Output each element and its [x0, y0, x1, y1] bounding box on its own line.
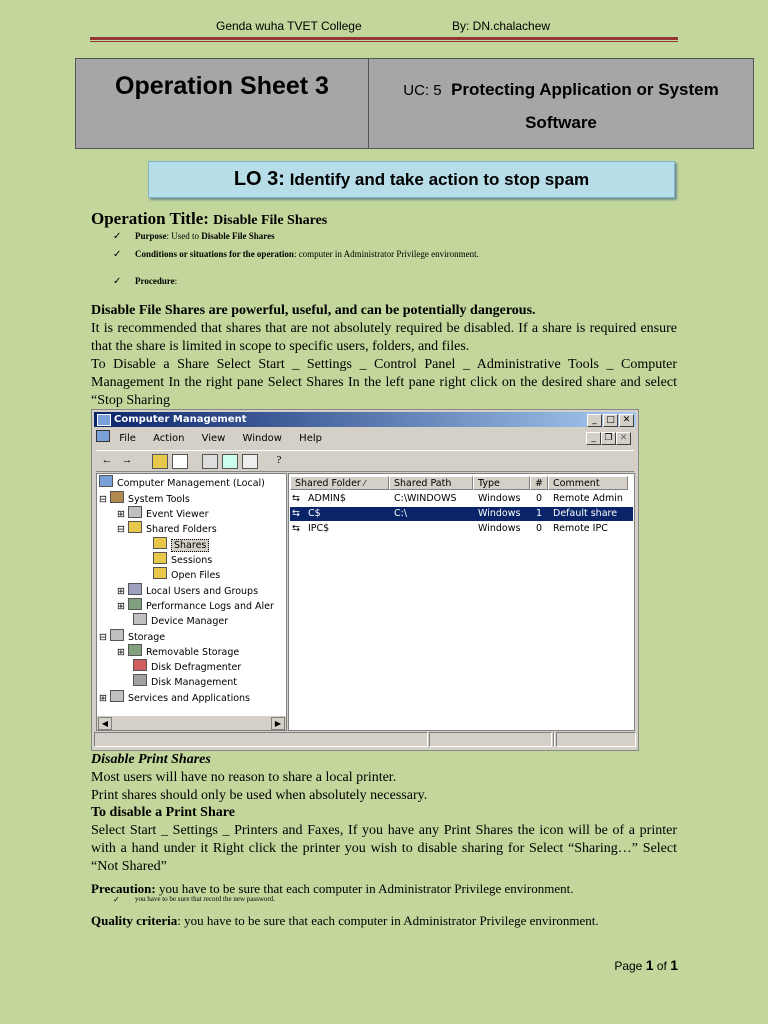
- device-manager-icon: [133, 613, 147, 625]
- window-title: Computer Management: [114, 414, 247, 425]
- cell-comment: Remote Admin: [553, 493, 623, 504]
- tools-icon: [110, 491, 124, 503]
- cell-path: C:\WINDOWS: [394, 493, 457, 504]
- paragraph-recommendation: It is recommended that shares that are not absolutely required be disabled. If a share is required ensure that the share is limited in scope to specific users, folders, and files.: [91, 321, 677, 354]
- child-restore-button[interactable]: ❐: [601, 432, 616, 445]
- removable-storage-icon: [128, 644, 142, 656]
- cell-folder: ADMIN$: [308, 493, 346, 504]
- table-row[interactable]: [290, 522, 633, 536]
- quality-text: : you have to be sure that each computer in Administrator Privilege environment.: [177, 913, 599, 928]
- open-files-folder-icon: [153, 567, 167, 579]
- show-tree-icon[interactable]: [172, 454, 188, 469]
- minimize-button[interactable]: _: [587, 414, 602, 427]
- column-shared-folder[interactable]: [290, 476, 389, 490]
- column-label: Shared Folder: [295, 478, 361, 489]
- purpose-bold: Disable File Shares: [201, 231, 275, 241]
- tree-item[interactable]: ⊟ Storage: [99, 629, 165, 645]
- window-titlebar: [94, 412, 636, 427]
- quality-label: Quality criteria: [91, 913, 178, 928]
- cell-type: Windows: [478, 493, 521, 504]
- lo-title: Identify and take action to stop spam: [289, 170, 590, 189]
- shares-list: [288, 473, 635, 731]
- table-row-selected[interactable]: [290, 507, 633, 521]
- column-count[interactable]: #: [530, 476, 548, 490]
- cell-count: 1: [536, 508, 543, 519]
- child-minimize-button[interactable]: _: [586, 432, 601, 445]
- menu-window[interactable]: Window: [242, 433, 282, 444]
- precaution-label: Precaution:: [91, 881, 156, 896]
- tree-label: Computer Management (Local): [117, 478, 265, 489]
- tree-item[interactable]: ⊟ Shared Folders: [117, 521, 217, 537]
- menu-help[interactable]: Help: [299, 433, 322, 444]
- shares-folder-icon: [153, 537, 167, 549]
- tree-label: Disk Management: [151, 677, 238, 688]
- tree-item[interactable]: ⊞ Services and Applications: [99, 690, 250, 706]
- tree-item[interactable]: ⊟ System Tools: [99, 491, 190, 507]
- menu-file[interactable]: File: [119, 433, 136, 444]
- event-viewer-icon: [128, 506, 142, 518]
- paragraph-disable-share: To Disable a Share Select Start _ Settings _ Control Panel _ Administrative Tools _ Computer Management In the right pane Select Shares In the left pane right click on the desired share and select “Stop Sharing: [91, 357, 677, 408]
- tree-label: System Tools: [127, 494, 190, 505]
- mmc-icon: [96, 430, 110, 442]
- tree-label: Sessions: [171, 555, 213, 566]
- table-row[interactable]: [290, 492, 633, 506]
- tree-item[interactable]: ⊞ Removable Storage: [117, 644, 239, 660]
- computer-icon: [99, 475, 113, 487]
- conditions-label: Conditions or situations for the operation: [135, 249, 294, 259]
- check-icon: ✓: [113, 249, 122, 260]
- cell-path: C:\: [394, 508, 408, 519]
- status-bar: [94, 732, 636, 746]
- close-button[interactable]: ✕: [619, 414, 634, 427]
- tree-label: Event Viewer: [145, 509, 209, 520]
- export-list-icon[interactable]: [242, 454, 258, 469]
- cell-folder: IPC$: [308, 523, 330, 534]
- menu-bar: [96, 430, 336, 448]
- page-label: Page: [614, 959, 643, 973]
- cell-comment: Default share: [553, 508, 618, 519]
- heading-disable-print-share: To disable a Print Share: [91, 805, 235, 820]
- tree-label: Removable Storage: [145, 647, 240, 658]
- status-segment: [553, 732, 555, 747]
- sheet-title: Operation Sheet 3: [76, 59, 369, 148]
- tree-label: Open Files: [171, 570, 221, 581]
- tree-item[interactable]: ⊞ Performance Logs and Aler: [117, 598, 274, 614]
- quality-line: [91, 912, 677, 930]
- heading-file-shares: Disable File Shares are powerful, useful, and can be potentially dangerous.: [91, 303, 536, 318]
- precaution-text: you have to be sure that each computer in Administrator Privilege environment.: [155, 881, 574, 896]
- forward-arrow-icon[interactable]: →: [121, 454, 133, 466]
- header-rule: [90, 37, 678, 40]
- tree-item[interactable]: [133, 674, 237, 690]
- services-icon: [110, 690, 124, 702]
- tree-item[interactable]: [153, 552, 212, 568]
- sessions-folder-icon: [153, 552, 167, 564]
- tree-item[interactable]: ⊞ Event Viewer: [117, 506, 209, 522]
- heading-print-shares: Disable Print Shares: [91, 752, 211, 767]
- column-shared-path[interactable]: Shared Path: [389, 476, 473, 490]
- tree-label: Device Manager: [151, 616, 229, 627]
- column-type[interactable]: Type: [473, 476, 530, 490]
- disk-management-icon: [133, 674, 147, 686]
- unit-of-competence: [369, 59, 753, 148]
- share-icon: ⇆: [292, 508, 300, 519]
- toolbar: [96, 450, 634, 472]
- menu-action[interactable]: Action: [153, 433, 185, 444]
- status-segment: [94, 732, 428, 747]
- cell-comment: Remote IPC: [553, 523, 608, 534]
- cell-count: 0: [536, 493, 543, 504]
- tree-label: Disk Defragmenter: [151, 662, 242, 673]
- operation-title-label: Operation Title:: [91, 209, 209, 228]
- refresh-icon[interactable]: [222, 454, 238, 469]
- lo-label: LO 3:: [233, 168, 285, 190]
- tree-label: Storage: [127, 632, 166, 643]
- users-icon: [128, 583, 142, 595]
- cell-count: 0: [536, 523, 543, 534]
- check-icon: ✓: [113, 276, 122, 287]
- tree-item[interactable]: [99, 475, 265, 491]
- purpose-text: : Used to: [166, 231, 199, 241]
- tree-label: Shared Folders: [145, 524, 217, 535]
- paragraph-local-printer: Most users will have no reason to share a local printer.: [91, 770, 397, 785]
- help-icon[interactable]: ?: [276, 454, 282, 466]
- up-folder-icon[interactable]: [152, 454, 168, 469]
- status-segment: [556, 732, 636, 747]
- column-comment[interactable]: Comment: [548, 476, 628, 490]
- check-icon: ✓: [113, 895, 120, 904]
- tree-label: Services and Applications: [127, 693, 250, 704]
- storage-icon: [110, 629, 124, 641]
- of-label: of: [656, 959, 667, 973]
- sort-arrow-icon: ⁄: [363, 479, 366, 488]
- page-number: [614, 957, 678, 973]
- check-icon: ✓: [113, 231, 122, 242]
- procedure-text: :: [174, 276, 178, 286]
- properties-icon[interactable]: [202, 454, 218, 469]
- tree-horizontal-scrollbar[interactable]: [97, 715, 286, 730]
- header-college: Genda wuha TVET College: [216, 19, 362, 33]
- share-icon: ⇆: [292, 523, 300, 534]
- defragmenter-icon: [133, 659, 147, 671]
- tree-item[interactable]: ⊞ Local Users and Groups: [117, 583, 258, 599]
- uc-code: UC: 5: [403, 82, 442, 99]
- console-tree: [96, 473, 287, 731]
- tree-item-shares[interactable]: [153, 537, 209, 553]
- child-close-button[interactable]: ✕: [616, 432, 631, 445]
- computer-management-window: [91, 409, 639, 751]
- tree-item[interactable]: [153, 567, 220, 583]
- share-icon: ⇆: [292, 493, 300, 504]
- conditions-line: [135, 249, 479, 259]
- operation-title-value: Disable File Shares: [213, 213, 328, 228]
- total-pages: 1: [670, 957, 678, 973]
- paragraph-print-necessary: Print shares should only be used when absolutely necessary.: [91, 788, 428, 803]
- learning-outcome-box: [148, 161, 675, 198]
- cell-type: Windows: [478, 523, 521, 534]
- back-arrow-icon[interactable]: ←: [101, 454, 113, 466]
- shared-folder-icon: [128, 521, 142, 533]
- tree-item[interactable]: [133, 659, 241, 675]
- performance-icon: [128, 598, 142, 610]
- scroll-right-arrow-icon[interactable]: ▶: [271, 717, 285, 730]
- procedure-label: Procedure: [135, 276, 175, 286]
- cell-folder: C$: [308, 508, 321, 519]
- computer-icon: [97, 414, 111, 426]
- purpose-line: [135, 231, 275, 241]
- current-page: 1: [645, 957, 654, 973]
- conditions-text: : computer in Administrator Privilege environment.: [293, 249, 479, 259]
- header-rule-thin: [90, 41, 678, 42]
- menu-view[interactable]: View: [201, 433, 226, 444]
- tree-item[interactable]: [133, 613, 228, 629]
- scroll-left-arrow-icon[interactable]: ◀: [98, 717, 112, 730]
- purpose-label: Purpose: [135, 231, 167, 241]
- operation-title: [91, 209, 327, 229]
- maximize-button[interactable]: □: [603, 414, 618, 427]
- paragraph-print-steps: Select Start _ Settings _ Printers and Faxes, If you have any Print Shares the icon will be of a printer with a hand under it Right click the printer you wish to disable sharing for Select “Sharing…” Select “Not Shared”: [91, 823, 677, 874]
- status-segment: [429, 732, 552, 747]
- precaution-sub: you have to be sure that record the new password.: [135, 895, 275, 903]
- cell-type: Windows: [478, 508, 521, 519]
- procedure-line: [135, 276, 177, 286]
- tree-label: Performance Logs and Aler: [145, 601, 274, 612]
- header-author: By: DN.chalachew: [452, 19, 551, 33]
- tree-label: Shares: [171, 539, 209, 552]
- operation-sheet-table: [75, 58, 754, 149]
- uc-title: Protecting Application or System Software: [451, 80, 719, 132]
- tree-label: Local Users and Groups: [145, 586, 259, 597]
